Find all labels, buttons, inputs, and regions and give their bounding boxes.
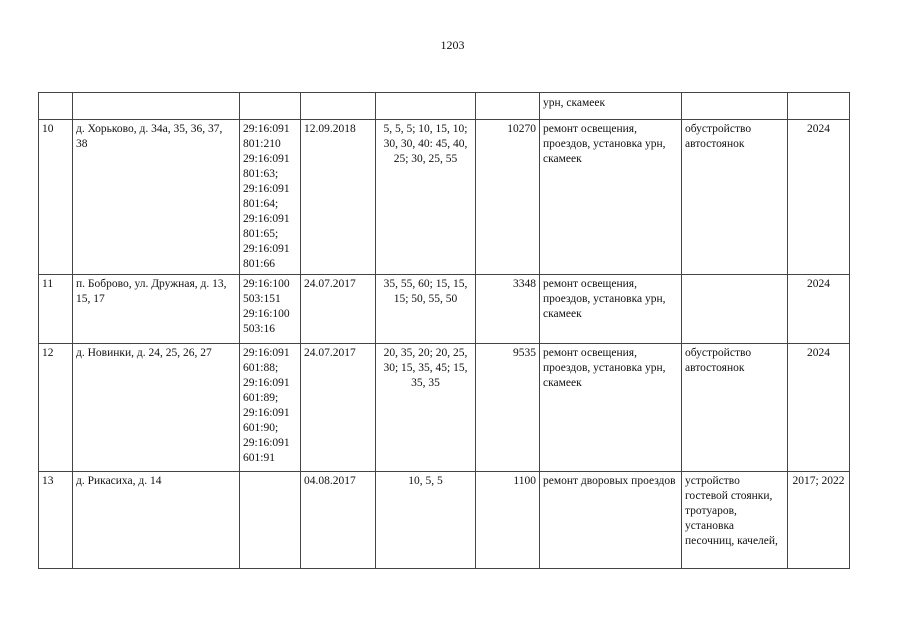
- cell-area: 10270: [476, 120, 540, 275]
- cell-work-extra: обустройство автостоянок: [682, 344, 788, 472]
- page-number: 1203: [440, 38, 465, 52]
- cell-num: 12: [39, 344, 73, 472]
- cell-work-extra: устройство гостевой стоянки, тротуаров, установка песочниц, качелей,: [682, 472, 788, 569]
- cell-cadastral: 29:16:100 503:151 29:16:100 503:16: [240, 275, 301, 344]
- cell-dims: 10, 5, 5: [376, 472, 476, 569]
- cell-work-extra: обустройство автостоянок: [682, 120, 788, 275]
- cell-cadastral: 29:16:091 801:210 29:16:091 801:63; 29:16:091 801:64; 29:16:091 801:65; 29:16:091 801:66: [240, 120, 301, 275]
- cell-address: д. Новинки, д. 24, 25, 26, 27: [73, 344, 240, 472]
- cell-work-main: ремонт освещения, проездов, установка урн, скамеек: [540, 344, 682, 472]
- table-row: [39, 120, 850, 275]
- cell-dims: 20, 35, 20; 20, 25, 30; 15, 35, 45; 15, 35, 35: [376, 344, 476, 472]
- cell-year: [788, 93, 850, 120]
- cell-dims: [376, 93, 476, 120]
- cell-dims: 5, 5, 5; 10, 15, 10; 30, 30, 40: 45, 40, 25; 30, 25, 55: [376, 120, 476, 275]
- table-row: [39, 472, 850, 569]
- cell-cadastral: [240, 472, 301, 569]
- cell-address: п. Боброво, ул. Дружная, д. 13, 15, 17: [73, 275, 240, 344]
- cell-dims: 35, 55, 60; 15, 15, 15; 50, 55, 50: [376, 275, 476, 344]
- cell-date: 12.09.2018: [301, 120, 376, 275]
- cell-area: [476, 93, 540, 120]
- cell-num: 13: [39, 472, 73, 569]
- cell-address: [73, 93, 240, 120]
- improvement-table: [38, 92, 850, 569]
- cell-work-main: ремонт освещения, проездов, установка урн, скамеек: [540, 275, 682, 344]
- cell-num: 10: [39, 120, 73, 275]
- cell-work-extra: [682, 93, 788, 120]
- cell-year: 2017; 2022: [788, 472, 850, 569]
- cell-area: 1100: [476, 472, 540, 569]
- cell-cadastral: 29:16:091 601:88; 29:16:091 601:89; 29:16:091 601:90; 29:16:091 601:91: [240, 344, 301, 472]
- cell-address: д. Рикасиха, д. 14: [73, 472, 240, 569]
- cell-year: 2024: [788, 275, 850, 344]
- cell-work-main: урн, скамеек: [540, 93, 682, 120]
- table-row: [39, 275, 850, 344]
- cell-work-main: ремонт освещения, проездов, установка урн, скамеек: [540, 120, 682, 275]
- cell-work-main: ремонт дворовых проездов: [540, 472, 682, 569]
- cell-area: 9535: [476, 344, 540, 472]
- cell-cadastral: [240, 93, 301, 120]
- table-row: [39, 344, 850, 472]
- table-row-continuation: [39, 93, 850, 120]
- cell-date: 04.08.2017: [301, 472, 376, 569]
- cell-year: 2024: [788, 120, 850, 275]
- cell-address: д. Хорьково, д. 34а, 35, 36, 37, 38: [73, 120, 240, 275]
- cell-year: 2024: [788, 344, 850, 472]
- cell-num: [39, 93, 73, 120]
- cell-date: [301, 93, 376, 120]
- cell-date: 24.07.2017: [301, 275, 376, 344]
- cell-work-extra: [682, 275, 788, 344]
- cell-date: 24.07.2017: [301, 344, 376, 472]
- cell-num: 11: [39, 275, 73, 344]
- cell-area: 3348: [476, 275, 540, 344]
